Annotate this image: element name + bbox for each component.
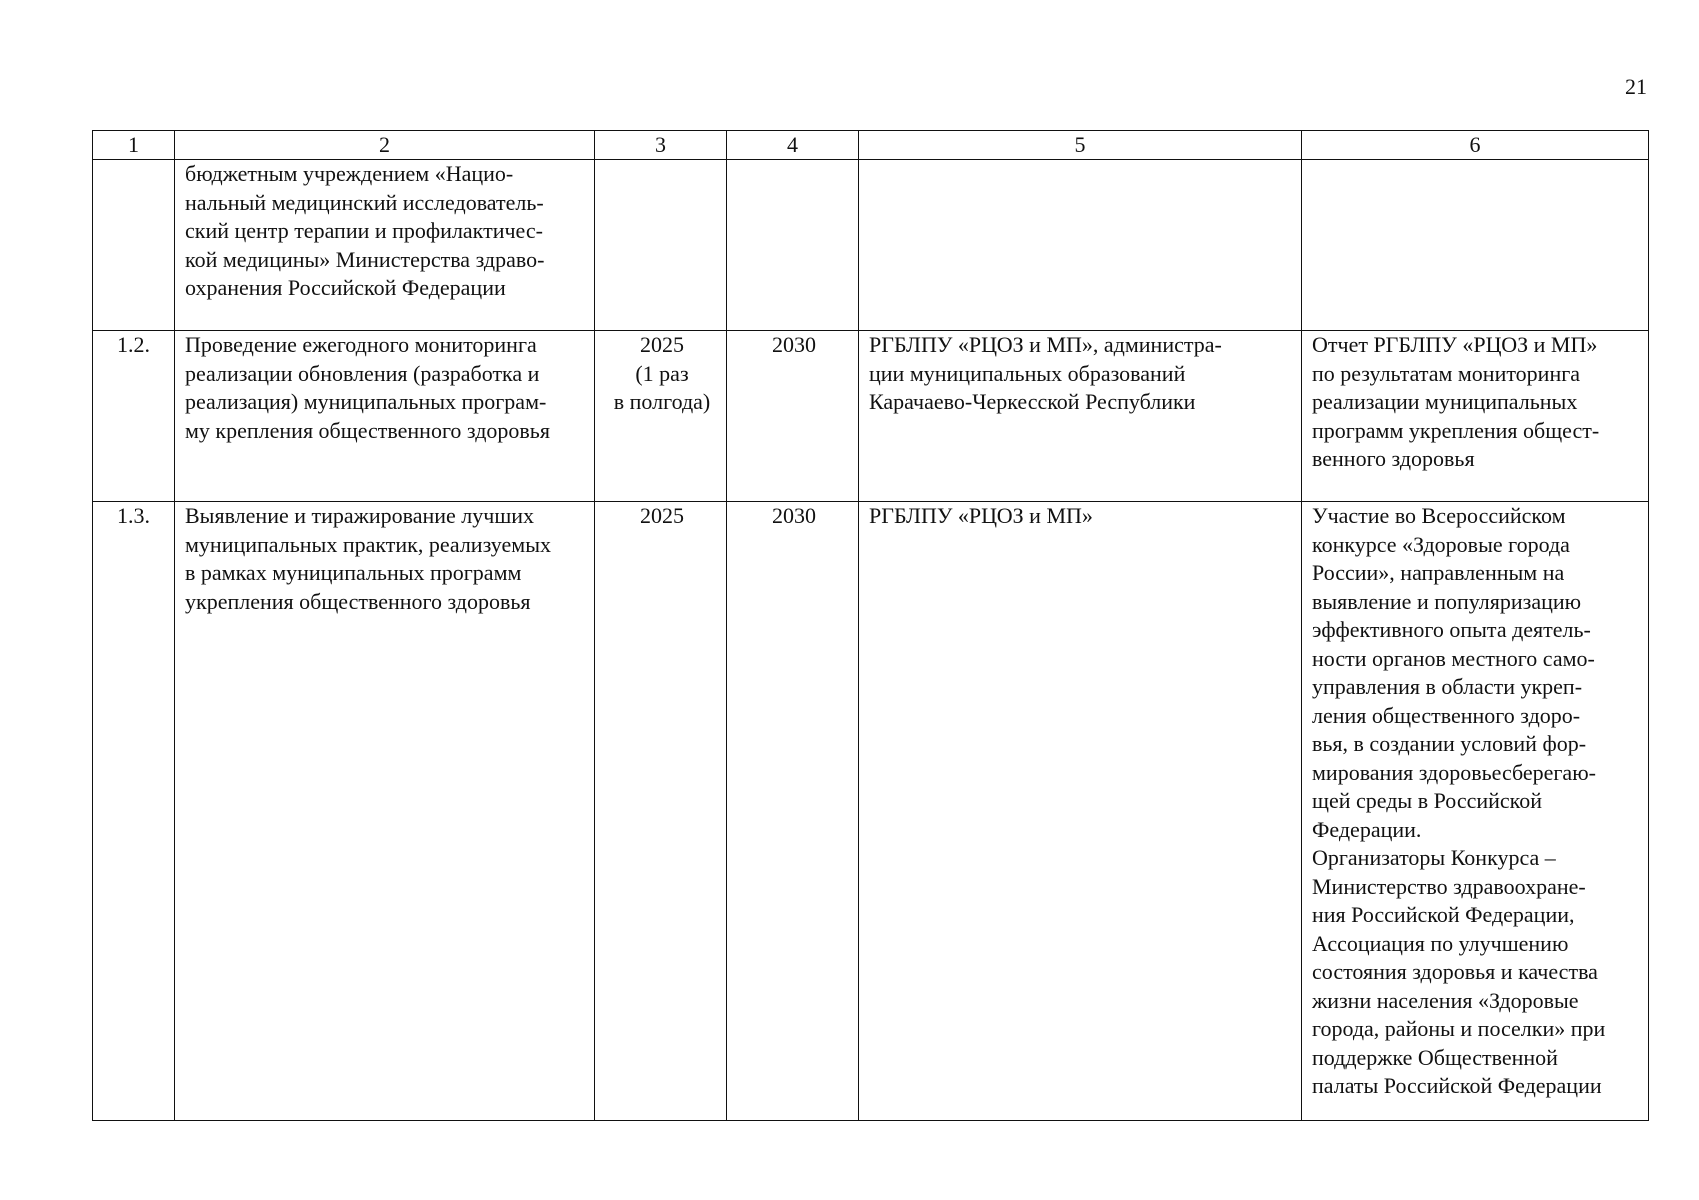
header-col-3: 3 [595, 131, 727, 160]
result-line: ния Российской Федерации, [1312, 902, 1575, 927]
event-cell [175, 160, 595, 331]
result-line: ления общественного здоро- [1312, 702, 1581, 728]
start-line: 2025 [640, 332, 684, 357]
header-row [93, 131, 1649, 160]
result-line: состояния здоровья и качества [1312, 959, 1598, 984]
start-cell [595, 502, 727, 1121]
result-line: Отчет РГБЛПУ «РЦОЗ и МП» [1312, 332, 1598, 357]
row-number: 1.2. [93, 331, 175, 502]
header-col-6: 6 [1302, 131, 1649, 160]
result-line: Организаторы Конкурса – [1312, 845, 1556, 870]
header-col-2: 2 [175, 131, 595, 160]
responsible-cell [859, 160, 1302, 331]
start-line: 2025 [640, 503, 684, 528]
page-number: 21 [1625, 74, 1647, 99]
responsible-cell [859, 502, 1302, 1121]
event-cell [175, 331, 595, 502]
responsible-line: Карачаево-Черкесской Республики [869, 389, 1196, 414]
end-cell: 2030 [727, 502, 859, 1121]
result-line: города, районы и поселки» при [1312, 1016, 1606, 1041]
event-line: кой медицины» Министерства здраво- [185, 246, 545, 272]
start-line: (1 раз [635, 360, 689, 386]
result-line: управления в области укреп- [1312, 674, 1583, 699]
result-cell [1302, 502, 1649, 1121]
start-line: в полгода) [613, 389, 711, 414]
result-line: палаты Российской Федерации [1312, 1073, 1602, 1098]
result-line: щей среды в Российской [1312, 788, 1543, 813]
header-col-4: 4 [727, 131, 859, 160]
responsible-line: ции муниципальных образований [869, 360, 1186, 386]
event-line: в рамках муниципальных программ [185, 560, 522, 585]
event-line: Выявление и тиражирование лучших [185, 503, 535, 528]
event-line: реализации обновления (разработка и [185, 360, 540, 386]
event-line: нальный медицинский исследователь- [185, 189, 544, 215]
result-line: эффективного опыта деятель- [1312, 617, 1591, 642]
event-line: муниципальных практик, реализуемых [185, 531, 551, 557]
result-line: вья, в создании условий фор- [1312, 731, 1587, 756]
responsible-line: РГБЛПУ «РЦОЗ и МП» [869, 503, 1093, 528]
result-line: реализации муниципальных [1312, 389, 1578, 414]
result-line: программ укрепления общест- [1312, 417, 1600, 443]
result-cell [1302, 160, 1649, 331]
result-line: ности органов местного само- [1312, 645, 1595, 671]
table-row [93, 160, 1649, 331]
result-line: по результатам мониторинга [1312, 360, 1581, 386]
result-line: мирования здоровьесберегаю- [1312, 759, 1596, 785]
event-line: ский центр терапии и профилактичес- [185, 218, 543, 243]
start-cell [595, 160, 727, 331]
event-line: бюджетным учреждением «Нацио- [185, 161, 514, 186]
result-line: России», направленным на [1312, 560, 1565, 585]
header-col-1: 1 [93, 131, 175, 160]
result-cell [1302, 331, 1649, 502]
result-line: венного здоровья [1312, 446, 1475, 471]
result-line: Участие во Всероссийском [1312, 503, 1566, 528]
end-cell: 2030 [727, 331, 859, 502]
table-row [93, 331, 1649, 502]
header-col-5: 5 [859, 131, 1302, 160]
result-line: Ассоциация по улучшению [1312, 930, 1569, 956]
result-line: выявление и популяризацию [1312, 588, 1582, 614]
row-number: 1.3. [93, 502, 175, 1121]
responsible-line: РГБЛПУ «РЦОЗ и МП», администра- [869, 332, 1222, 357]
responsible-cell [859, 331, 1302, 502]
event-cell [175, 502, 595, 1121]
start-cell [595, 331, 727, 502]
event-line: охранения Российской Федерации [185, 275, 506, 300]
result-line: конкурсе «Здоровые города [1312, 531, 1570, 557]
row-number [93, 160, 175, 331]
result-line: Федерации. [1312, 816, 1422, 842]
plan-table [92, 130, 1649, 1121]
end-cell [727, 160, 859, 331]
event-line: укрепления общественного здоровья [185, 588, 531, 614]
result-line: Министерство здравоохране- [1312, 873, 1586, 899]
result-line: поддержке Общественной [1312, 1044, 1558, 1070]
event-line: Проведение ежегодного мониторинга [185, 332, 537, 357]
event-line: му крепления общественного здоровья [185, 417, 550, 443]
table-row [93, 502, 1649, 1121]
event-line: реализация) муниципальных програм- [185, 389, 547, 414]
result-line: жизни населения «Здоровые [1312, 987, 1579, 1013]
